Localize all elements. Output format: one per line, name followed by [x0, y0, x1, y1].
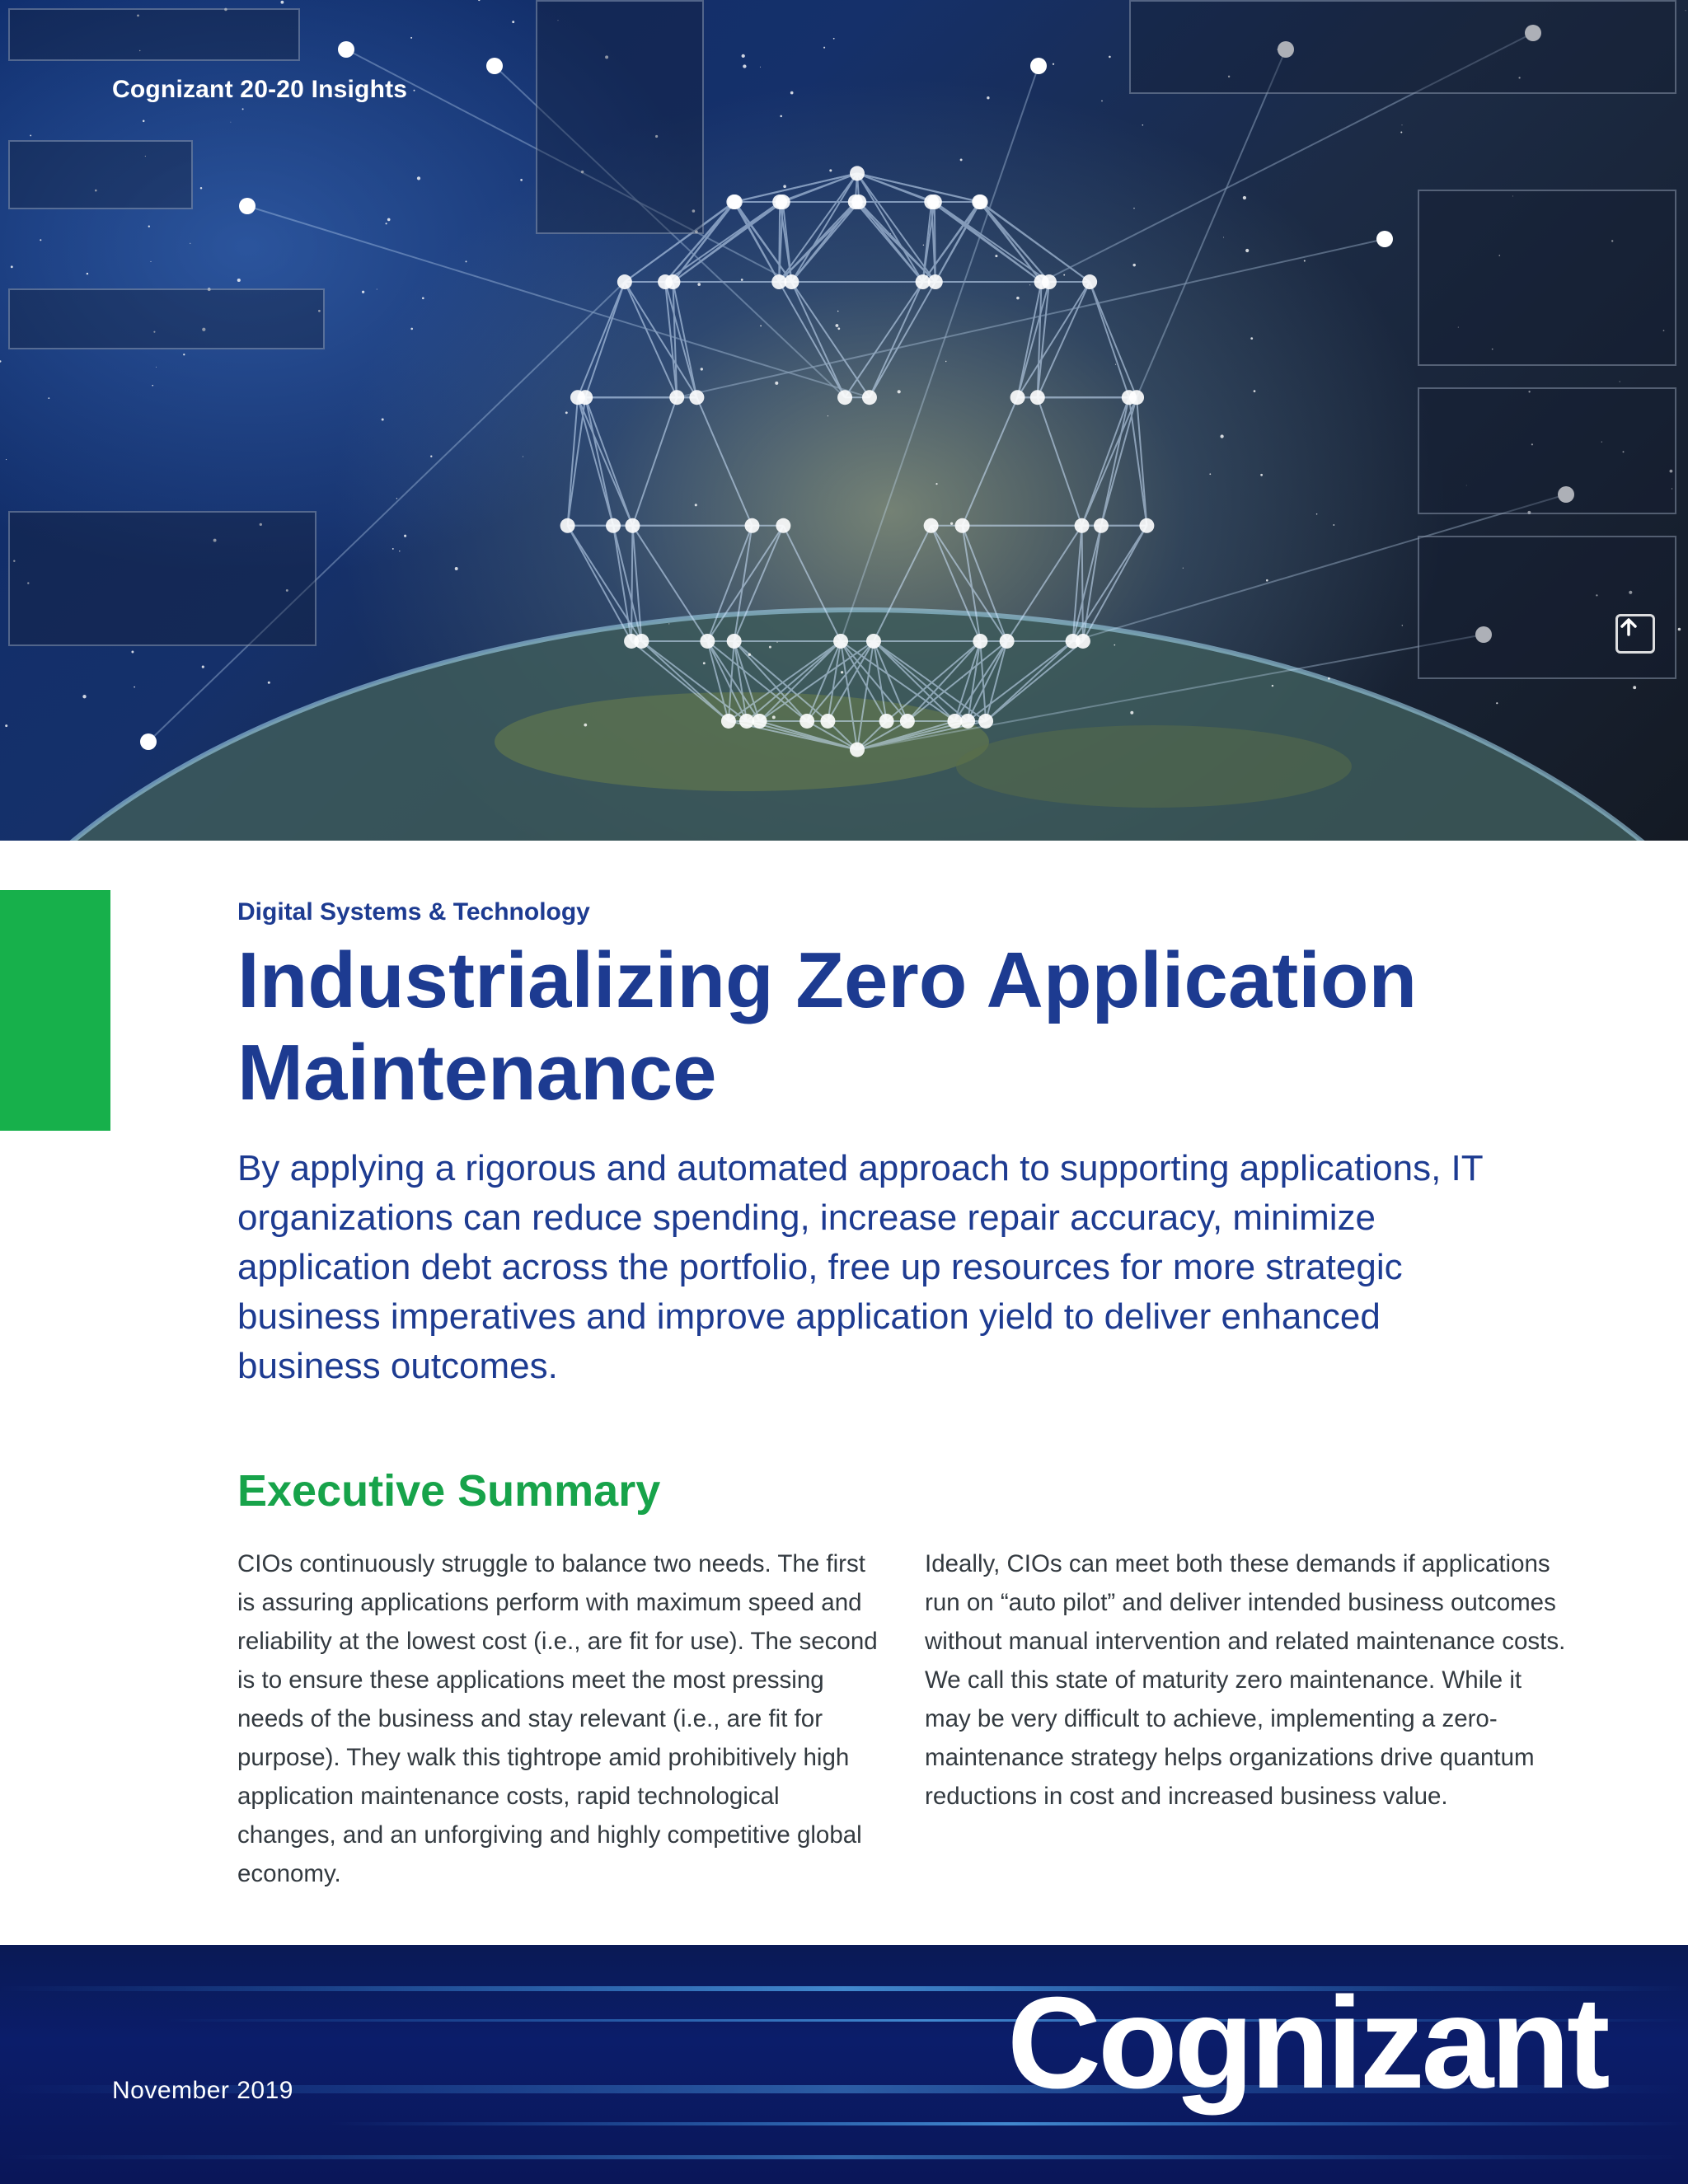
- star: [697, 283, 701, 286]
- upload-arrow-icon: [1615, 614, 1655, 654]
- star: [30, 134, 31, 136]
- network-node: [1034, 274, 1049, 289]
- network-link: [578, 282, 625, 397]
- network-link: [1090, 282, 1129, 397]
- star: [1400, 131, 1402, 133]
- star: [790, 91, 794, 95]
- network-node: [772, 194, 787, 209]
- network-link: [1082, 526, 1083, 641]
- star: [404, 535, 406, 537]
- network-link: [979, 202, 1049, 282]
- network-link: [1082, 397, 1137, 526]
- network-node: [1030, 390, 1045, 405]
- star: [1260, 474, 1263, 476]
- hud-panel: [8, 511, 316, 646]
- network-node: [338, 41, 354, 58]
- network-node: [879, 714, 894, 729]
- hero-image: [0, 0, 1688, 841]
- star: [1115, 364, 1116, 365]
- star: [0, 360, 2, 362]
- star: [410, 37, 412, 39]
- network-link: [845, 282, 923, 397]
- star: [242, 108, 244, 110]
- star: [386, 223, 387, 224]
- hud-panel: [8, 288, 325, 349]
- network-node: [862, 390, 877, 405]
- lead-paragraph: By applying a rigorous and automated approach to supporting applications, IT organizations can reduce spending, increase repair accuracy, minimize application debt across the portfolio, free up resources for more strategic business imperatives and improve application yield to deliver enhanced business outcomes.: [237, 1148, 1483, 1386]
- network-node: [1082, 274, 1097, 289]
- star: [742, 54, 745, 58]
- network-node: [625, 518, 640, 533]
- star: [1183, 568, 1184, 569]
- hud-panel: [1418, 190, 1676, 366]
- network-node: [1376, 231, 1393, 247]
- network-link: [791, 202, 855, 282]
- network-link: [568, 526, 642, 641]
- network-node: [1094, 518, 1109, 533]
- star: [945, 361, 946, 362]
- network-node: [744, 518, 759, 533]
- hud-panel: [1418, 387, 1676, 514]
- star: [1109, 56, 1111, 59]
- star: [87, 273, 88, 274]
- star: [668, 623, 669, 624]
- star: [183, 354, 185, 355]
- star: [455, 567, 458, 570]
- network-node: [721, 714, 736, 729]
- star: [1328, 677, 1330, 680]
- network-node: [924, 194, 939, 209]
- network-link: [779, 202, 780, 282]
- star: [237, 279, 241, 282]
- star: [280, 1, 284, 4]
- star: [760, 67, 761, 68]
- star: [783, 185, 786, 188]
- network-link: [1038, 397, 1082, 526]
- network-link: [1038, 282, 1090, 397]
- star: [565, 411, 568, 414]
- star: [392, 548, 394, 550]
- network-link: [979, 202, 1090, 282]
- star: [1063, 274, 1065, 276]
- hud-panel: [536, 0, 704, 234]
- network-node: [866, 634, 881, 649]
- star: [1209, 473, 1211, 475]
- star: [1266, 579, 1268, 582]
- star: [1114, 644, 1115, 646]
- star: [202, 666, 204, 668]
- network-node: [955, 518, 970, 533]
- star: [48, 397, 49, 399]
- star: [382, 419, 384, 421]
- star: [837, 311, 839, 312]
- network-node: [833, 634, 848, 649]
- network-node: [1076, 634, 1090, 649]
- network-link: [247, 206, 870, 397]
- star: [962, 677, 963, 678]
- star: [1254, 390, 1256, 392]
- hud-panel: [1129, 0, 1676, 94]
- body-column-right: Ideally, CIOs can meet both these demands if applications run on “auto pilot” and deliver intended business outcomes without manual intervention and related maintenance costs. We call this state of maturity zero maintenance. While it may be very difficult to achieve, implementing a zero-maintenance strategy helps organizations drive quantum reductions in cost and increased business value.: [925, 1550, 1566, 1810]
- network-link: [677, 239, 1385, 397]
- star: [6, 459, 7, 460]
- star: [1496, 702, 1498, 704]
- star: [741, 279, 743, 281]
- star: [833, 38, 835, 40]
- network-node: [669, 390, 684, 405]
- accent-bar: [0, 890, 110, 1131]
- network-link: [779, 202, 856, 282]
- star: [835, 324, 838, 327]
- star: [1029, 284, 1030, 285]
- star: [512, 21, 514, 23]
- star: [772, 715, 776, 719]
- network-node: [820, 714, 835, 729]
- star: [703, 662, 706, 664]
- network-node: [617, 274, 632, 289]
- network-node: [726, 194, 741, 209]
- network-node: [973, 634, 987, 649]
- network-node: [900, 714, 915, 729]
- network-node: [776, 518, 790, 533]
- star: [775, 382, 778, 385]
- network-node: [916, 274, 931, 289]
- network-node: [239, 198, 256, 214]
- star: [1016, 297, 1020, 300]
- star: [1678, 628, 1681, 631]
- star: [898, 390, 901, 393]
- star: [748, 654, 751, 656]
- star: [1304, 260, 1306, 261]
- star: [410, 328, 413, 330]
- star: [396, 498, 397, 499]
- star: [11, 265, 13, 268]
- star: [837, 327, 840, 330]
- network-node: [700, 634, 715, 649]
- star: [890, 233, 891, 234]
- star: [1101, 101, 1103, 102]
- star: [1402, 124, 1403, 125]
- star: [150, 261, 151, 262]
- star: [987, 96, 989, 99]
- network-node: [771, 274, 786, 289]
- hud-panel: [1418, 536, 1676, 679]
- network-link: [780, 173, 857, 202]
- star: [923, 245, 924, 246]
- network-node: [570, 390, 585, 405]
- section-heading: Executive Summary: [237, 1466, 661, 1516]
- network-link: [578, 397, 613, 526]
- star: [960, 158, 963, 161]
- star: [1333, 524, 1334, 526]
- star: [1245, 249, 1249, 252]
- star: [1220, 434, 1223, 438]
- network-node: [140, 733, 157, 750]
- network-link: [578, 397, 632, 526]
- star: [430, 456, 432, 457]
- network-link: [1137, 49, 1286, 397]
- star: [701, 368, 703, 370]
- network-link: [870, 282, 935, 397]
- star: [995, 255, 997, 257]
- network-link: [625, 282, 677, 397]
- star: [780, 115, 782, 118]
- star: [417, 176, 420, 180]
- publication-date: November 2019: [112, 2077, 293, 2104]
- star: [935, 483, 937, 485]
- star: [268, 682, 270, 684]
- star: [743, 64, 746, 68]
- network-node: [1000, 634, 1015, 649]
- star: [776, 642, 777, 643]
- star: [1272, 685, 1273, 687]
- star: [231, 122, 232, 123]
- star: [520, 179, 523, 181]
- network-link: [1018, 282, 1090, 397]
- series-label: Cognizant 20-20 Insights: [112, 76, 408, 103]
- network-link: [631, 526, 632, 641]
- network-node: [924, 518, 939, 533]
- star: [478, 0, 480, 1]
- network-node: [486, 58, 503, 74]
- network-link: [791, 282, 870, 397]
- network-link: [931, 202, 1041, 282]
- star: [829, 169, 832, 171]
- star: [769, 646, 771, 649]
- network-node: [753, 714, 767, 729]
- network-link: [791, 173, 857, 282]
- network-node: [1010, 390, 1025, 405]
- network-node: [1139, 518, 1154, 533]
- star: [695, 504, 697, 506]
- network-link: [935, 202, 979, 282]
- network-node: [848, 194, 863, 209]
- network-node: [960, 714, 975, 729]
- star: [1243, 196, 1246, 199]
- star: [156, 367, 157, 368]
- star: [148, 226, 150, 227]
- star: [134, 687, 135, 688]
- star: [152, 385, 153, 387]
- network-node: [972, 194, 987, 209]
- network-link: [625, 282, 697, 397]
- network-link: [791, 282, 845, 397]
- hud-panel: [8, 8, 300, 61]
- network-link: [696, 397, 752, 526]
- star: [841, 671, 843, 673]
- network-link: [1073, 526, 1147, 641]
- star: [414, 90, 415, 91]
- network-node: [727, 634, 742, 649]
- network-node: [1129, 390, 1144, 405]
- cognizant-logo: Cognizant: [1007, 1971, 1607, 2116]
- star: [1223, 237, 1224, 238]
- star: [131, 651, 134, 654]
- star: [362, 291, 364, 293]
- star: [422, 297, 424, 299]
- network-node: [560, 518, 575, 533]
- body-column-left: CIOs continuously struggle to balance two needs. The first is assuring applications perform with maximum speed and reliability at the lowest cost (i.e., are fit for use). The second is to ensure these applications meet the most pressing needs of the business and stay relevant (i.e., are fit for purpose). They walk this tightrope amid prohibitively high application maintenance costs, rapid technological changes, and an unforgiving and highly competitive global economy.: [237, 1550, 878, 1887]
- star: [1142, 124, 1144, 126]
- hud-panel: [8, 140, 193, 209]
- network-link: [632, 397, 677, 526]
- network-node: [837, 390, 852, 405]
- star: [5, 724, 7, 727]
- page-title: Industrializing Zero Application Maintenance: [237, 936, 1418, 1117]
- star: [1132, 264, 1135, 266]
- star: [823, 47, 825, 49]
- network-node: [850, 166, 865, 180]
- star: [82, 695, 86, 698]
- star: [950, 523, 953, 525]
- network-node: [947, 714, 962, 729]
- network-link: [857, 173, 923, 282]
- network-node: [799, 714, 814, 729]
- network-link: [734, 202, 779, 282]
- network-node: [658, 274, 673, 289]
- network-node: [1030, 58, 1047, 74]
- network-node: [978, 714, 993, 729]
- network-link: [1101, 397, 1137, 526]
- star: [466, 260, 467, 262]
- network-node: [850, 743, 865, 757]
- star: [1133, 208, 1134, 209]
- star: [1402, 625, 1403, 626]
- network-link: [870, 282, 923, 397]
- network-node: [624, 634, 639, 649]
- network-node: [1075, 518, 1090, 533]
- network-link: [963, 397, 1018, 526]
- network-link: [856, 202, 923, 282]
- star: [584, 724, 587, 727]
- star: [200, 187, 203, 190]
- star: [387, 218, 391, 222]
- star: [1250, 337, 1253, 340]
- star: [1633, 686, 1636, 689]
- star: [1053, 63, 1054, 65]
- network-node: [606, 518, 621, 533]
- star: [760, 326, 762, 327]
- network-link: [585, 282, 625, 397]
- star: [1130, 711, 1133, 715]
- network-node: [689, 390, 704, 405]
- star: [143, 120, 145, 123]
- star: [40, 239, 41, 241]
- category-label: Digital Systems & Technology: [237, 898, 590, 926]
- network-node: [739, 714, 754, 729]
- star: [1150, 524, 1151, 525]
- star: [1316, 513, 1318, 515]
